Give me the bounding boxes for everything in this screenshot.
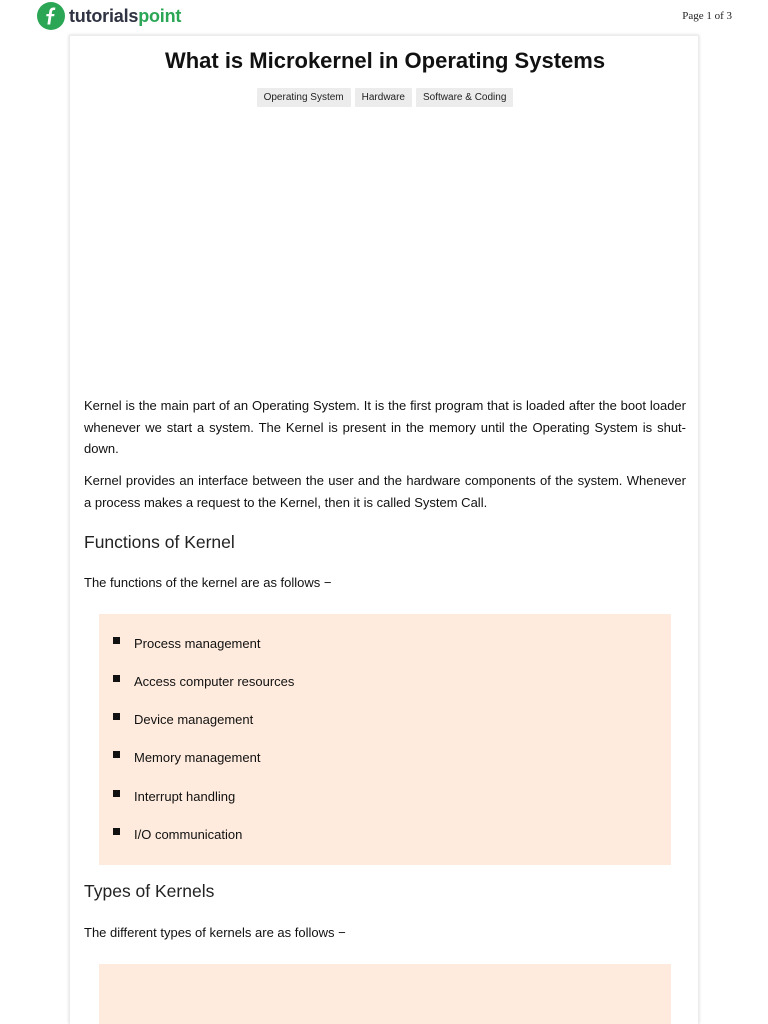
bullet-square-icon [113,675,120,682]
tag-operating-system[interactable]: Operating System [257,88,351,107]
logo-wordmark-part-1: tutorials [69,6,139,26]
logo-wordmark-part-2: point [138,6,182,26]
logo-wordmark [69,1,181,31]
bullet-square-icon [113,637,120,644]
paragraph-kernel-interface: Kernel provides an interface between the user and the hardware components of the system. Whenever a process makes a request to the Kernel, then it is called System Call. [84,473,686,510]
bullet-square-icon [113,751,120,758]
tag-list [70,88,700,107]
article-card [69,35,699,1024]
list-item-label: Memory management [134,750,261,765]
bullet-square-icon [113,790,120,797]
bullet-square-icon [113,828,120,835]
list-item-label: Device management [134,712,254,727]
list-item-label: Process management [134,636,261,651]
list-item [134,789,235,805]
list-item [134,750,260,766]
paragraph-kernel-intro: Kernel is the main part of an Operating System. It is the first program that is loaded after the boot loader whenever we start a system. The Kernel is present in the memory until the Operating System is shut-down. [84,398,686,456]
page-indicator: Page 1 of 3 [682,10,732,22]
functions-intro-text: The functions of the kernel are as follows − [84,575,332,590]
tutorialspoint-logo[interactable] [36,1,181,31]
page-header [0,0,768,34]
tag-hardware[interactable]: Hardware [355,88,412,107]
kernel-types-list [99,964,671,1024]
types-intro-text: The different types of kernels are as follows − [84,925,346,940]
list-item [134,712,253,728]
list-item-label: Interrupt handling [134,789,236,804]
article-title: What is Microkernel in Operating Systems [164,48,606,73]
heading-functions-of-kernel: Functions of Kernel [84,532,235,552]
list-item [134,636,260,652]
list-item-label: I/O communication [134,827,243,842]
list-item [134,827,242,843]
heading-types-of-kernels: Types of Kernels [84,881,215,901]
list-item [134,674,294,690]
blank-ad-area [84,120,686,390]
tag-software-coding[interactable]: Software & Coding [416,88,513,107]
kernel-functions-list [99,614,671,865]
tutorialspoint-logo-icon [36,1,66,31]
bullet-square-icon [113,713,120,720]
list-item-label: Access computer resources [134,674,295,689]
